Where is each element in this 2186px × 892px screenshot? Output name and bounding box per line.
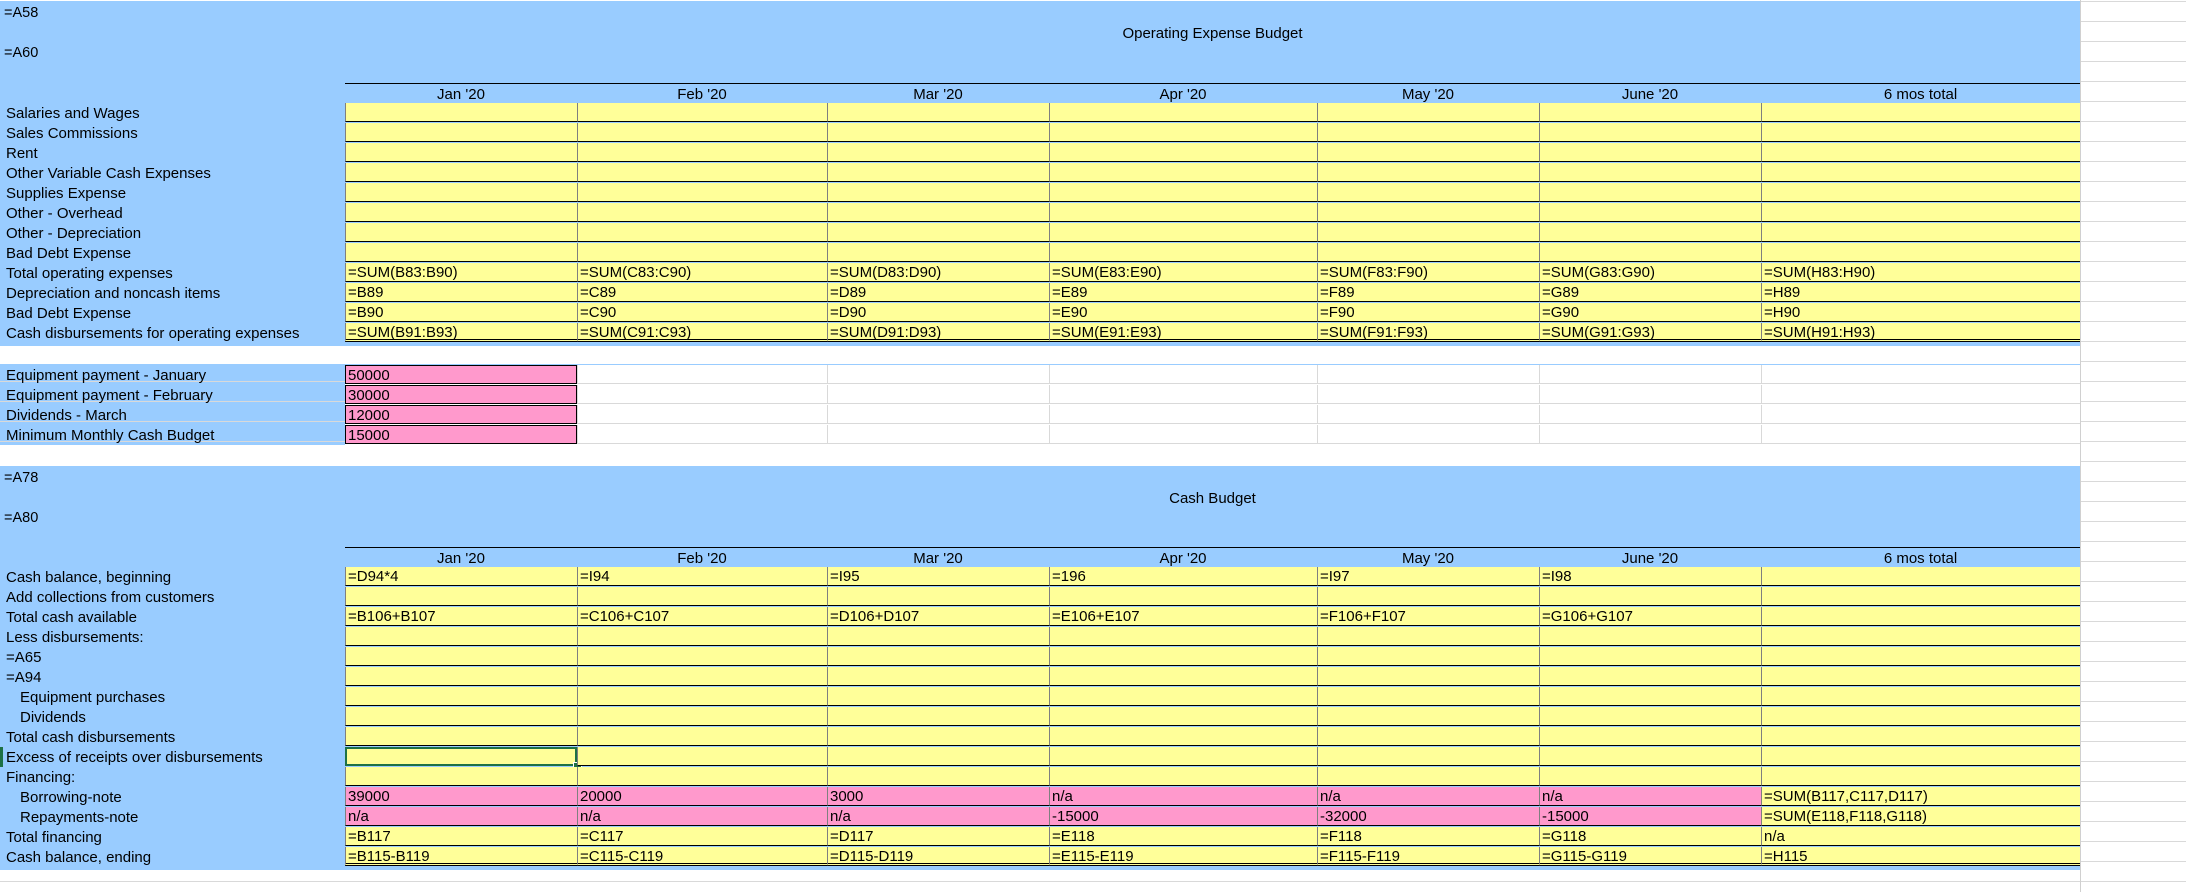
empty-cell[interactable]	[1761, 385, 2080, 404]
opex-ref-top[interactable]: =A58	[4, 5, 39, 21]
empty-cell[interactable]	[1761, 405, 2080, 424]
budget-cell[interactable]: =E90	[1049, 303, 1317, 322]
budget-cell[interactable]: =SUM(D91:D93)	[827, 323, 1049, 342]
row-label[interactable]: Total cash available	[6, 609, 137, 626]
budget-cell[interactable]	[1761, 607, 2080, 626]
empty-cell[interactable]	[827, 425, 1049, 444]
budget-cell[interactable]	[827, 103, 1049, 122]
column-header[interactable]: 6 mos total	[1761, 547, 2080, 567]
budget-cell[interactable]	[577, 163, 827, 182]
budget-cell[interactable]	[1317, 627, 1539, 646]
budget-cell[interactable]	[1539, 727, 1761, 746]
budget-cell[interactable]: n/a	[577, 807, 827, 826]
budget-cell[interactable]	[1761, 243, 2080, 262]
budget-cell[interactable]	[1317, 707, 1539, 726]
budget-cell[interactable]	[1539, 687, 1761, 706]
budget-cell[interactable]	[1761, 667, 2080, 686]
budget-cell[interactable]	[345, 243, 577, 262]
budget-cell[interactable]	[577, 243, 827, 262]
budget-cell[interactable]: =SUM(G83:G90)	[1539, 263, 1761, 282]
budget-cell[interactable]: =B106+B107	[345, 607, 577, 626]
budget-cell[interactable]: =E115-E119	[1049, 847, 1317, 866]
row-label[interactable]: Total operating expenses	[6, 265, 173, 282]
empty-cell[interactable]	[1049, 365, 1317, 384]
empty-cell[interactable]	[1539, 405, 1761, 424]
budget-cell[interactable]	[345, 767, 577, 786]
empty-cell[interactable]	[1317, 425, 1539, 444]
budget-cell[interactable]	[577, 183, 827, 202]
opex-ref-sub[interactable]: =A60	[4, 45, 39, 61]
budget-cell[interactable]	[345, 627, 577, 646]
budget-cell[interactable]: =C89	[577, 283, 827, 302]
budget-cell[interactable]	[1761, 203, 2080, 222]
column-header[interactable]: Jan '20	[345, 83, 577, 103]
budget-cell[interactable]	[1761, 707, 2080, 726]
budget-cell[interactable]: =SUM(H91:H93)	[1761, 323, 2080, 342]
row-label[interactable]: Sales Commissions	[6, 125, 138, 142]
budget-cell[interactable]: =D106+D107	[827, 607, 1049, 626]
budget-cell[interactable]	[827, 183, 1049, 202]
budget-cell[interactable]: =196	[1049, 567, 1317, 586]
budget-cell[interactable]	[1539, 143, 1761, 162]
row-label[interactable]: Salaries and Wages	[6, 105, 140, 122]
budget-cell[interactable]	[1761, 183, 2080, 202]
budget-cell[interactable]	[1049, 243, 1317, 262]
budget-cell[interactable]	[1761, 163, 2080, 182]
budget-cell[interactable]: =F106+F107	[1317, 607, 1539, 626]
budget-cell[interactable]	[1317, 647, 1539, 666]
budget-cell[interactable]	[345, 203, 577, 222]
row-label[interactable]: Total cash disbursements	[6, 729, 176, 746]
row-label[interactable]: =A65	[6, 649, 42, 666]
empty-cell[interactable]	[827, 385, 1049, 404]
budget-cell[interactable]	[577, 203, 827, 222]
budget-cell[interactable]	[1539, 767, 1761, 786]
row-label[interactable]: Other - Depreciation	[6, 225, 142, 242]
assumption-value[interactable]: 12000	[345, 405, 577, 424]
row-label[interactable]: Other Variable Cash Expenses	[6, 165, 211, 182]
empty-cell[interactable]	[1761, 425, 2080, 444]
assumption-label[interactable]: Minimum Monthly Cash Budget	[6, 427, 215, 444]
row-label[interactable]: Repayments-note	[20, 809, 139, 826]
budget-cell[interactable]	[577, 707, 827, 726]
row-label[interactable]: Cash balance, beginning	[6, 569, 172, 586]
empty-cell[interactable]	[1539, 425, 1761, 444]
budget-cell[interactable]	[1049, 647, 1317, 666]
column-header[interactable]: Feb '20	[577, 547, 827, 567]
budget-cell[interactable]	[577, 767, 827, 786]
budget-cell[interactable]	[1539, 203, 1761, 222]
budget-cell[interactable]	[827, 727, 1049, 746]
empty-cell[interactable]	[1317, 365, 1539, 384]
row-label[interactable]: Depreciation and noncash items	[6, 285, 221, 302]
budget-cell[interactable]	[827, 203, 1049, 222]
budget-cell[interactable]	[1317, 727, 1539, 746]
budget-cell[interactable]: =C117	[577, 827, 827, 846]
row-label[interactable]: Bad Debt Expense	[6, 305, 132, 322]
budget-cell[interactable]: =G115-G119	[1539, 847, 1761, 866]
budget-cell[interactable]	[1317, 687, 1539, 706]
budget-cell[interactable]	[345, 727, 577, 746]
budget-cell[interactable]	[1049, 767, 1317, 786]
budget-cell[interactable]	[1317, 183, 1539, 202]
budget-cell[interactable]	[1539, 183, 1761, 202]
budget-cell[interactable]	[1317, 747, 1539, 766]
budget-cell[interactable]	[1539, 707, 1761, 726]
column-header[interactable]: May '20	[1317, 547, 1539, 567]
budget-cell[interactable]: =SUM(H83:H90)	[1761, 263, 2080, 282]
budget-cell[interactable]: =H115	[1761, 847, 2080, 866]
budget-cell[interactable]	[1761, 587, 2080, 606]
budget-cell[interactable]	[345, 687, 577, 706]
budget-cell[interactable]	[1049, 667, 1317, 686]
spacer-row	[0, 446, 2080, 466]
cash-ref-top[interactable]: =A78	[4, 470, 39, 486]
column-header[interactable]: June '20	[1539, 547, 1761, 567]
budget-cell[interactable]	[1539, 667, 1761, 686]
cash-ref-sub[interactable]: =A80	[4, 510, 39, 526]
budget-cell[interactable]	[1317, 123, 1539, 142]
active-cell[interactable]	[345, 747, 577, 766]
budget-cell[interactable]	[827, 243, 1049, 262]
budget-cell[interactable]	[1049, 223, 1317, 242]
budget-cell[interactable]: =D89	[827, 283, 1049, 302]
budget-cell[interactable]	[1049, 123, 1317, 142]
gridline	[0, 881, 2186, 882]
budget-cell[interactable]: n/a	[345, 807, 577, 826]
budget-cell[interactable]: =SUM(E118,F118,G118)	[1761, 807, 2080, 826]
budget-cell[interactable]: =E89	[1049, 283, 1317, 302]
row-label[interactable]: Dividends	[20, 709, 86, 726]
budget-cell[interactable]	[1761, 123, 2080, 142]
budget-cell[interactable]: =I94	[577, 567, 827, 586]
row-label[interactable]: Rent	[6, 145, 38, 162]
budget-cell[interactable]	[577, 223, 827, 242]
budget-cell[interactable]: =F118	[1317, 827, 1539, 846]
budget-cell[interactable]: =B90	[345, 303, 577, 322]
budget-cell[interactable]: n/a	[827, 807, 1049, 826]
budget-cell[interactable]	[1539, 587, 1761, 606]
budget-cell[interactable]: -15000	[1049, 807, 1317, 826]
budget-cell[interactable]	[577, 143, 827, 162]
budget-cell[interactable]: =B115-B119	[345, 847, 577, 866]
budget-cell[interactable]	[1049, 203, 1317, 222]
row-label[interactable]: Total financing	[6, 829, 102, 846]
budget-cell[interactable]	[1539, 647, 1761, 666]
empty-cell[interactable]	[1539, 385, 1761, 404]
budget-cell[interactable]: =G89	[1539, 283, 1761, 302]
budget-cell[interactable]: =D90	[827, 303, 1049, 322]
budget-cell[interactable]	[345, 587, 577, 606]
budget-cell[interactable]	[1317, 667, 1539, 686]
empty-cell[interactable]	[1317, 385, 1539, 404]
assumption-label[interactable]: Equipment payment - February	[6, 387, 213, 404]
budget-cell[interactable]	[1761, 103, 2080, 122]
budget-cell[interactable]	[1049, 163, 1317, 182]
budget-cell[interactable]	[827, 143, 1049, 162]
budget-cell[interactable]	[1049, 747, 1317, 766]
budget-cell[interactable]	[345, 647, 577, 666]
budget-cell[interactable]: =SUM(C91:C93)	[577, 323, 827, 342]
empty-cell[interactable]	[1049, 385, 1317, 404]
budget-cell[interactable]	[577, 647, 827, 666]
column-header[interactable]: Apr '20	[1049, 83, 1317, 103]
budget-cell[interactable]	[345, 163, 577, 182]
budget-cell[interactable]	[827, 587, 1049, 606]
empty-cell[interactable]	[577, 385, 827, 404]
budget-cell[interactable]: =D115-D119	[827, 847, 1049, 866]
empty-cell[interactable]	[577, 425, 827, 444]
budget-cell[interactable]: =SUM(E91:E93)	[1049, 323, 1317, 342]
budget-cell[interactable]: 3000	[827, 787, 1049, 806]
empty-cell[interactable]	[1317, 405, 1539, 424]
row-label[interactable]: Bad Debt Expense	[6, 245, 132, 262]
budget-cell[interactable]: =E118	[1049, 827, 1317, 846]
column-header[interactable]: Mar '20	[827, 547, 1049, 567]
budget-cell[interactable]: =SUM(G91:G93)	[1539, 323, 1761, 342]
budget-cell[interactable]: =G90	[1539, 303, 1761, 322]
row-label[interactable]: Financing:	[6, 769, 76, 786]
empty-cell[interactable]	[1049, 425, 1317, 444]
spacer-row	[0, 346, 2080, 364]
budget-cell[interactable]: 39000	[345, 787, 577, 806]
budget-cell[interactable]	[1317, 223, 1539, 242]
opex-title[interactable]: Operating Expense Budget	[1122, 25, 1303, 42]
budget-cell[interactable]	[1049, 707, 1317, 726]
budget-cell[interactable]	[577, 747, 827, 766]
budget-cell[interactable]: =G118	[1539, 827, 1761, 846]
budget-cell[interactable]	[577, 667, 827, 686]
budget-cell[interactable]: =SUM(E83:E90)	[1049, 263, 1317, 282]
row-label[interactable]: Borrowing-note	[20, 789, 122, 806]
budget-cell[interactable]: =SUM(C83:C90)	[577, 263, 827, 282]
budget-cell[interactable]	[1317, 767, 1539, 786]
budget-cell[interactable]	[1049, 627, 1317, 646]
budget-cell[interactable]	[827, 647, 1049, 666]
row-label[interactable]: Add collections from customers	[6, 589, 215, 606]
budget-cell[interactable]	[345, 667, 577, 686]
budget-cell[interactable]: =F115-F119	[1317, 847, 1539, 866]
budget-cell[interactable]: =SUM(B91:B93)	[345, 323, 577, 342]
row-label[interactable]: Excess of receipts over disbursements	[6, 749, 263, 766]
budget-cell[interactable]	[827, 707, 1049, 726]
budget-cell[interactable]: =F90	[1317, 303, 1539, 322]
budget-cell[interactable]	[577, 627, 827, 646]
active-row-marker	[0, 747, 3, 767]
budget-cell[interactable]: =SUM(B83:B90)	[345, 263, 577, 282]
column-header[interactable]: Mar '20	[827, 83, 1049, 103]
budget-cell[interactable]: n/a	[1761, 827, 2080, 846]
budget-cell[interactable]: n/a	[1049, 787, 1317, 806]
budget-cell[interactable]	[1049, 587, 1317, 606]
budget-cell[interactable]: =C90	[577, 303, 827, 322]
assumption-label[interactable]: Dividends - March	[6, 407, 127, 424]
budget-cell[interactable]	[827, 687, 1049, 706]
row-label[interactable]: Other - Overhead	[6, 205, 123, 222]
column-header[interactable]: June '20	[1539, 83, 1761, 103]
row-label[interactable]: Supplies Expense	[6, 185, 127, 202]
budget-cell[interactable]	[1761, 687, 2080, 706]
budget-cell[interactable]	[1049, 727, 1317, 746]
budget-cell[interactable]	[345, 123, 577, 142]
column-separator	[2080, 0, 2081, 892]
budget-cell[interactable]	[1049, 143, 1317, 162]
budget-cell[interactable]	[1761, 223, 2080, 242]
empty-cell[interactable]	[1761, 365, 2080, 384]
budget-cell[interactable]: =D117	[827, 827, 1049, 846]
budget-cell[interactable]	[1539, 103, 1761, 122]
budget-cell[interactable]	[577, 587, 827, 606]
budget-cell[interactable]	[827, 627, 1049, 646]
budget-cell[interactable]	[1761, 727, 2080, 746]
budget-cell[interactable]: =I95	[827, 567, 1049, 586]
row-label[interactable]: =A94	[6, 669, 42, 686]
budget-cell[interactable]	[1761, 567, 2080, 586]
column-header[interactable]: Jan '20	[345, 547, 577, 567]
budget-cell[interactable]	[1761, 767, 2080, 786]
budget-cell[interactable]	[577, 123, 827, 142]
assumption-value[interactable]: 30000	[345, 385, 577, 404]
budget-cell[interactable]: =SUM(D83:D90)	[827, 263, 1049, 282]
budget-cell[interactable]	[1539, 163, 1761, 182]
empty-cell[interactable]	[827, 365, 1049, 384]
budget-cell[interactable]: =E106+E107	[1049, 607, 1317, 626]
budget-cell[interactable]: =SUM(F91:F93)	[1317, 323, 1539, 342]
budget-cell[interactable]	[1317, 243, 1539, 262]
budget-cell[interactable]	[827, 667, 1049, 686]
budget-cell[interactable]: =B117	[345, 827, 577, 846]
budget-cell[interactable]	[1539, 747, 1761, 766]
assumption-value[interactable]: 50000	[345, 365, 577, 384]
assumption-label[interactable]: Equipment payment - January	[6, 367, 207, 384]
budget-cell[interactable]: =I97	[1317, 567, 1539, 586]
budget-cell[interactable]	[1539, 243, 1761, 262]
empty-cell[interactable]	[577, 365, 827, 384]
budget-cell[interactable]: n/a	[1317, 787, 1539, 806]
budget-cell[interactable]: 20000	[577, 787, 827, 806]
budget-cell[interactable]	[577, 687, 827, 706]
column-header[interactable]: Feb '20	[577, 83, 827, 103]
budget-cell[interactable]	[1761, 747, 2080, 766]
budget-cell[interactable]: =H89	[1761, 283, 2080, 302]
budget-cell[interactable]	[1049, 103, 1317, 122]
budget-cell[interactable]: =I98	[1539, 567, 1761, 586]
budget-cell[interactable]	[1317, 103, 1539, 122]
budget-cell[interactable]: =B89	[345, 283, 577, 302]
budget-cell[interactable]	[577, 103, 827, 122]
budget-cell[interactable]: =SUM(B117,C117,D117)	[1761, 787, 2080, 806]
budget-cell[interactable]	[1761, 627, 2080, 646]
budget-cell[interactable]: =F89	[1317, 283, 1539, 302]
budget-cell[interactable]	[1761, 647, 2080, 666]
budget-cell[interactable]: n/a	[1539, 787, 1761, 806]
budget-cell[interactable]	[1317, 587, 1539, 606]
budget-cell[interactable]: =C106+C107	[577, 607, 827, 626]
row-label[interactable]: Cash disbursements for operating expenses	[6, 325, 300, 342]
budget-cell[interactable]	[827, 767, 1049, 786]
cash-title[interactable]: Cash Budget	[1169, 490, 1256, 507]
budget-cell[interactable]	[827, 747, 1049, 766]
budget-cell[interactable]	[577, 727, 827, 746]
budget-cell[interactable]	[345, 103, 577, 122]
budget-cell[interactable]	[1539, 627, 1761, 646]
budget-cell[interactable]: =H90	[1761, 303, 2080, 322]
row-label[interactable]: Equipment purchases	[20, 689, 166, 706]
budget-cell[interactable]: =C115-C119	[577, 847, 827, 866]
budget-cell[interactable]	[1761, 143, 2080, 162]
budget-cell[interactable]	[1317, 203, 1539, 222]
budget-cell[interactable]: =SUM(F83:F90)	[1317, 263, 1539, 282]
budget-cell[interactable]: =D94*4	[345, 567, 577, 586]
budget-cell[interactable]	[345, 707, 577, 726]
empty-cell[interactable]	[577, 405, 827, 424]
budget-cell[interactable]	[1317, 143, 1539, 162]
row-label[interactable]: Less disbursements:	[6, 629, 144, 646]
empty-cell[interactable]	[1049, 405, 1317, 424]
budget-cell[interactable]	[1317, 163, 1539, 182]
column-header[interactable]: Apr '20	[1049, 547, 1317, 567]
budget-cell[interactable]	[345, 143, 577, 162]
budget-cell[interactable]	[345, 183, 577, 202]
row-label[interactable]: Cash balance, ending	[6, 849, 152, 866]
column-header[interactable]: May '20	[1317, 83, 1539, 103]
empty-cell[interactable]	[827, 405, 1049, 424]
column-header[interactable]: 6 mos total	[1761, 83, 2080, 103]
budget-cell[interactable]	[827, 163, 1049, 182]
budget-cell[interactable]	[1539, 123, 1761, 142]
budget-cell[interactable]	[827, 223, 1049, 242]
budget-cell[interactable]	[1539, 223, 1761, 242]
budget-cell[interactable]: =G106+G107	[1539, 607, 1761, 626]
budget-cell[interactable]: -32000	[1317, 807, 1539, 826]
assumption-value[interactable]: 15000	[345, 425, 577, 444]
budget-cell[interactable]	[1049, 183, 1317, 202]
budget-cell[interactable]	[1049, 687, 1317, 706]
empty-cell[interactable]	[1539, 365, 1761, 384]
budget-cell[interactable]	[345, 223, 577, 242]
budget-cell[interactable]: -15000	[1539, 807, 1761, 826]
budget-cell[interactable]	[827, 123, 1049, 142]
